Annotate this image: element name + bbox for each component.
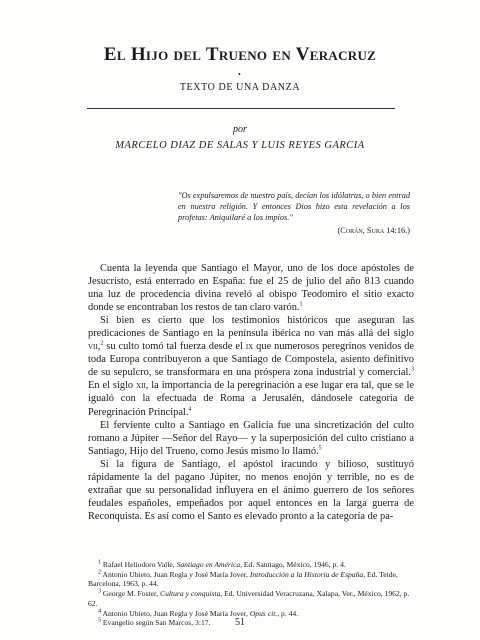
century-xii: xii [136, 380, 146, 392]
paragraph-1 [88, 262, 414, 314]
footnote-1-text-b: , Ed. Santiago, México, 1946, p. 4. [240, 560, 346, 569]
paragraph-2-text-e: , la importancia de la peregrinación a ese lugar era tal, que se le igualó con la efectuada de Roma a Jerusalén, dándosele categoría de Peregrinación Principal. [88, 380, 414, 418]
footnote-3 [88, 589, 414, 608]
title-ornament-dot: • [238, 70, 241, 79]
footnote-4-text-b: , p. 44. [277, 608, 299, 618]
paragraph-2-text-d: En el siglo [88, 380, 137, 392]
article-authors: MARCELO DIAZ DE SALAS Y LUIS REYES GARCIA [115, 140, 365, 151]
footnote-2-text-a: Antonio Ubieto, Juan Regla y José María Jover, [101, 569, 250, 579]
footnote-5-number: 5 [98, 617, 101, 624]
footnote-2-work: Introducción a la Historia de España [249, 569, 364, 579]
paragraph-3-text: El ferviente culto a Santiago en Galicia fue una sincretización del culto romano a Júpiter —Señor del Rayo— y la superposición del culto cristiano a Santiago, Hijo del Trueno, como Jesús mismo lo llamó. [88, 419, 414, 457]
footnote-4-work: Opus cit. [249, 608, 278, 618]
footnote-3-number: 3 [98, 588, 101, 595]
byline-por: por [233, 124, 247, 135]
footnote-5-text: Evangelio según San Marcos, 3:17. [101, 618, 211, 628]
paragraph-2-text-b: su culto tomó tal fuerza desde el [103, 341, 246, 353]
footnote-3-text-a: George M. Foster, [101, 589, 161, 599]
page-number: 51 [235, 617, 245, 628]
epigraph-source: (Corán, Sura 14:16.) [337, 226, 410, 235]
footnote-ref-3: 3 [411, 366, 414, 373]
footnote-4-text-a: Antonio Ubieto, Juan Regla y José María Jover, [101, 608, 250, 618]
footnote-ref-2: 2 [100, 340, 104, 347]
paragraph-1-text: Cuenta la leyenda que Santiago el Mayor, uno de los doce apóstoles de Jesucristo, está enterrado en España: fue el 25 de julio del año 813 cuando una luz de procedencia divina reveló al obispo Teodomiro el sitio exacto donde se encontraban los restos de tan claro varón. [88, 263, 414, 314]
footnote-1 [88, 560, 414, 570]
century-ix: ix [245, 341, 254, 353]
footnote-3-text-b: , Ed. Universidad Veracruzana, Xalapa, Ver., México, 1962, p. 62. [88, 589, 410, 608]
footnote-4-number: 4 [98, 607, 101, 614]
paragraph-3 [88, 419, 414, 458]
article-body [88, 262, 414, 523]
century-vii: vii [88, 341, 98, 353]
footnote-1-work: Santiago en América [176, 560, 241, 569]
footnote-ref-1: 1 [299, 301, 303, 308]
paragraph-2-text-a: Si bien es cierto que los testimonios históricos que aseguran las predicaciones de Santiago en la península ibérica no van más allá del siglo [88, 315, 414, 340]
footnote-2-text-b: , Ed. Teide, Barcelona, 1963, p. 44. [88, 569, 398, 589]
paragraph-2: Si bien es cierto que los testimonios históricos que aseguran las predicaciones de Santiago en la península ibérica no van más allá del siglo vii,$^2$ su culto tomó tal fuerza desde el ix que numerosos peregrinos venidos de toda Europa contribuyeron a que Santiago de Compostela, asiento definitivo de su sepulcro, se transformara en una próspera zona industrial y comercial.$^3$ En el siglo xii, la importancia de la peregrinación a ese lugar era tal, que se le igualó con la efectuada de Roma a Jerusalén, dándosele categoría de Peregrinación Principal.$^4$ [88, 315, 414, 418]
article-title: El Hijo del Trueno en Veracruz [103, 44, 377, 65]
paragraph-4-text: Si la figura de Santiago, el apóstol iracundo y bilioso, sustituyó rápidamente la del pagano Júpiter, no menos enojón y terrible, no es de extrañar que su personalidad influyera en el ánimo guerrero de los señores feudales españoles, empeñados por aquel entonces en la larga guerra de Reconquista. Es así como el Santo es elevado pronto a la categoría de pa- [88, 458, 414, 522]
epigraph-quote: "Os expulsaremos de nuestro país, decían los idólatras, o bien entrad en nuestra religión. Y entonces Dios hizo esta revelación a los profetas: Aniquilaré a los impíos." [178, 191, 410, 222]
article-subtitle: TEXTO DE UNA DANZA [179, 82, 301, 93]
footnote-3-work: Cultura y conquista [160, 589, 221, 599]
paragraph-4 [88, 458, 414, 523]
paragraph-2-text-c: que numerosos peregrinos venidos de toda Europa contribuyeron a que Santiago de Compostela, asiento definitivo de su sepulcro, se transformara en una próspera zona industrial y comercial. [88, 341, 414, 379]
footnote-1-text-a: Rafael Heliodoro Valle, [101, 560, 177, 569]
footnote-ref-5: 5 [318, 445, 322, 452]
footnote-1-number: 1 [98, 559, 101, 566]
footnote-2-number: 2 [98, 569, 101, 576]
footnote-ref-4: 4 [188, 406, 192, 413]
footnote-2 [88, 570, 414, 589]
header-rule [87, 108, 395, 109]
